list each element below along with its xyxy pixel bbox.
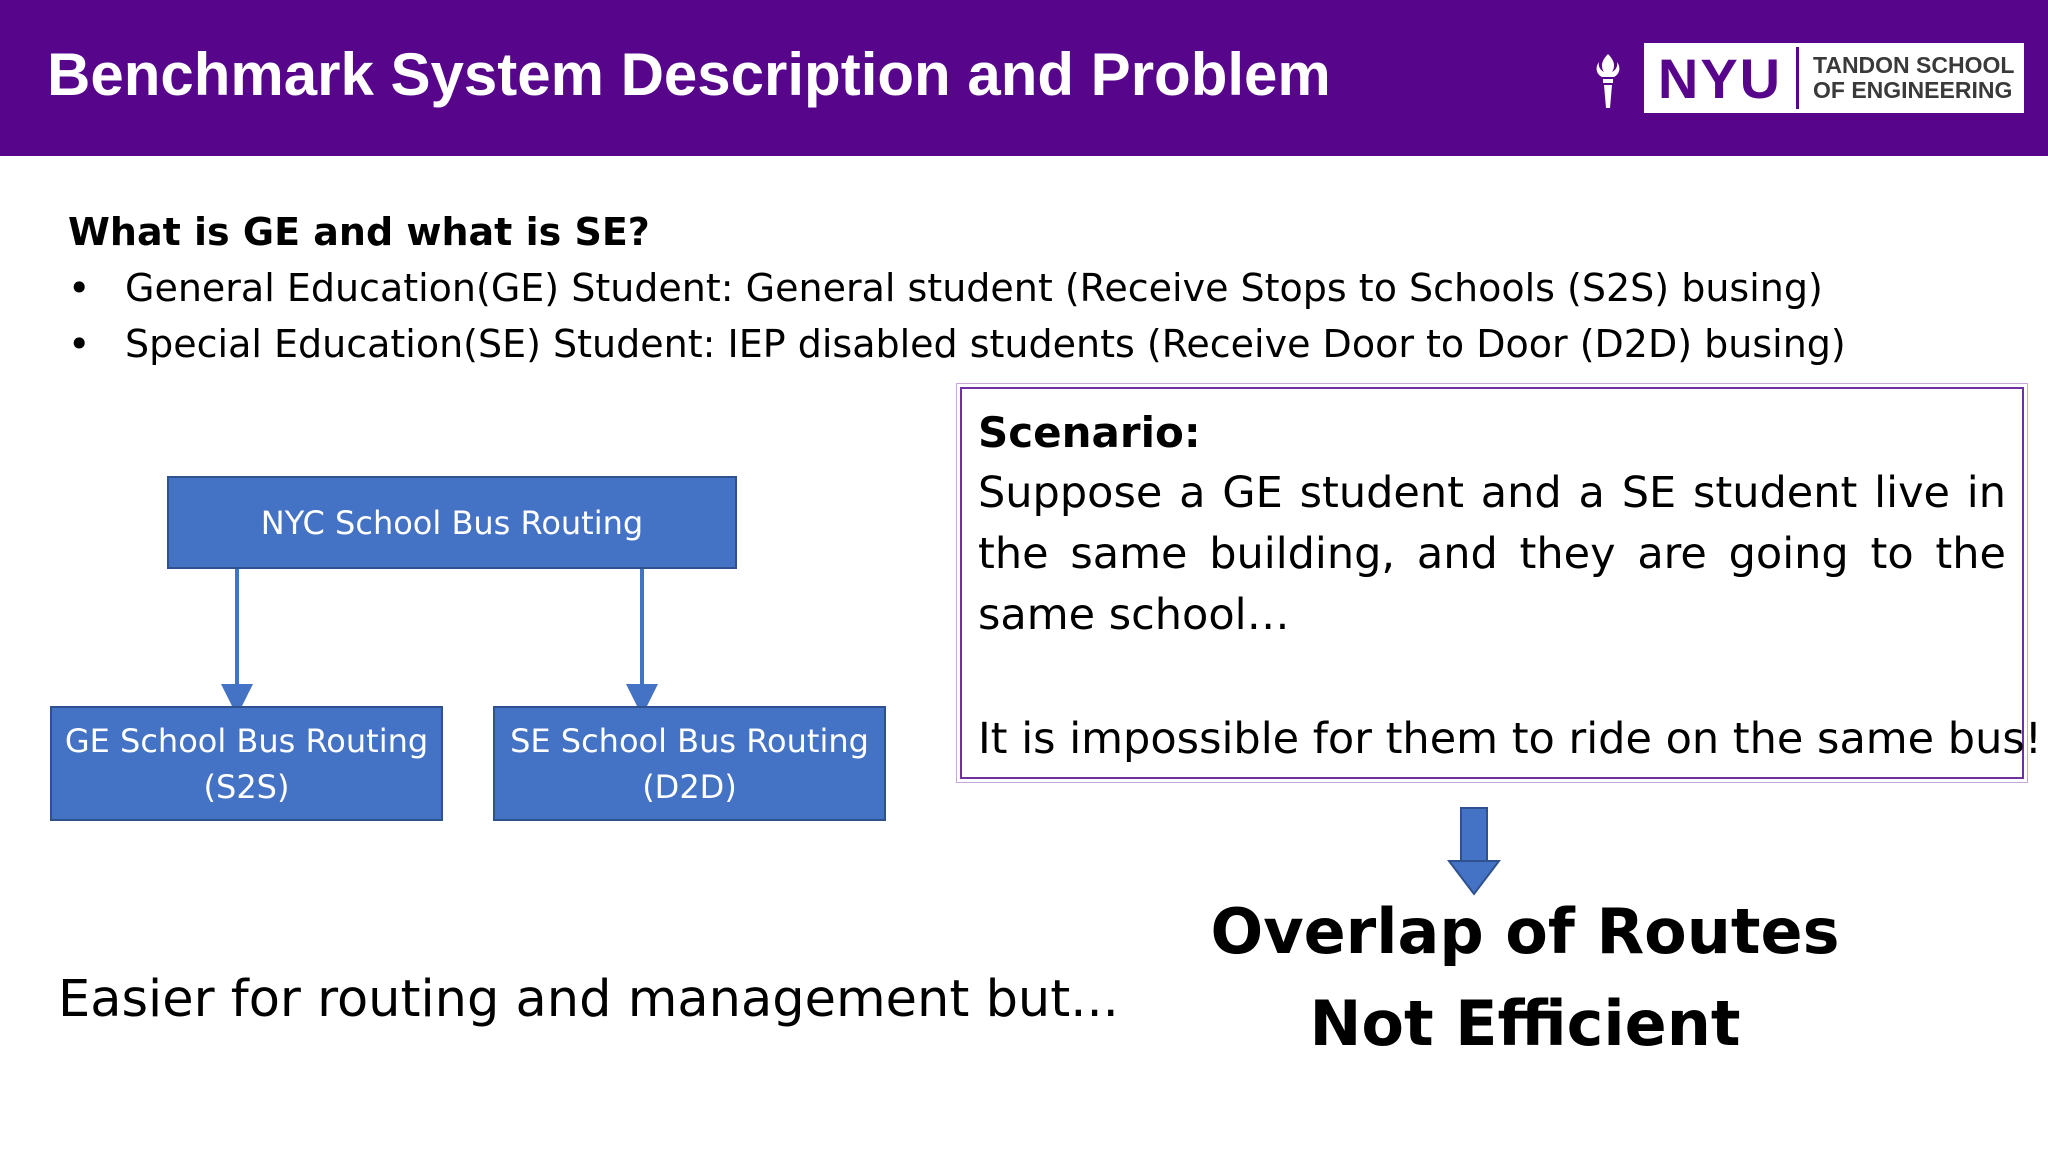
nyu-tandon-logo [1644, 43, 2024, 113]
logo-tandon-text [1799, 53, 2014, 103]
bullet-se [68, 322, 1846, 366]
logo-tandon-line1: TANDON SCHOOL [1813, 52, 2015, 78]
scenario-body: Suppose a GE student and a SE student live in the same building, and they are going to the same school… [978, 468, 2006, 640]
diagram-ge-box [50, 706, 443, 821]
easier-text: Easier for routing and management but... [58, 970, 1119, 1029]
diagram-root-label: NYC School Bus Routing [260, 503, 644, 542]
result-line2: Not Efficient [1309, 987, 1741, 1060]
diagram-se-line2: (D2D) [642, 767, 737, 806]
down-arrow-shaft [1461, 808, 1487, 862]
nyu-torch-icon [1588, 52, 1628, 110]
scenario-heading: Scenario: [978, 408, 1201, 457]
header-bar [0, 0, 2048, 156]
diagram-ge-line1: GE School Bus Routing [64, 721, 429, 760]
result-text [1100, 886, 1950, 1070]
bullet-text: Special Education(SE) Student: IEP disabled students (Receive Door to Door (D2D) busing) [125, 322, 1846, 366]
slide-title: Benchmark System Description and Problem [47, 41, 1331, 108]
bullet-marker: • [68, 266, 91, 310]
logo-tandon-line2: OF ENGINEERING [1813, 77, 2013, 103]
bullet-marker: • [68, 322, 91, 366]
bullet-ge [68, 266, 1823, 310]
scenario-box [960, 387, 2042, 779]
intro-question: What is GE and what is SE? [68, 210, 650, 254]
logo-nyu-text: NYU [1657, 46, 1783, 110]
bullet-text: General Education(GE) Student: General student (Receive Stops to Schools (S2S) busing) [125, 266, 1823, 310]
diagram-root-box [167, 476, 737, 569]
diagram-ge-line2: (S2S) [203, 767, 290, 806]
diagram-se-line1: SE School Bus Routing [510, 721, 869, 760]
result-line1: Overlap of Routes [1210, 895, 1840, 968]
scenario-conclusion: It is impossible for them to ride on the same bus! [978, 714, 2042, 764]
diagram-se-box [493, 706, 886, 821]
